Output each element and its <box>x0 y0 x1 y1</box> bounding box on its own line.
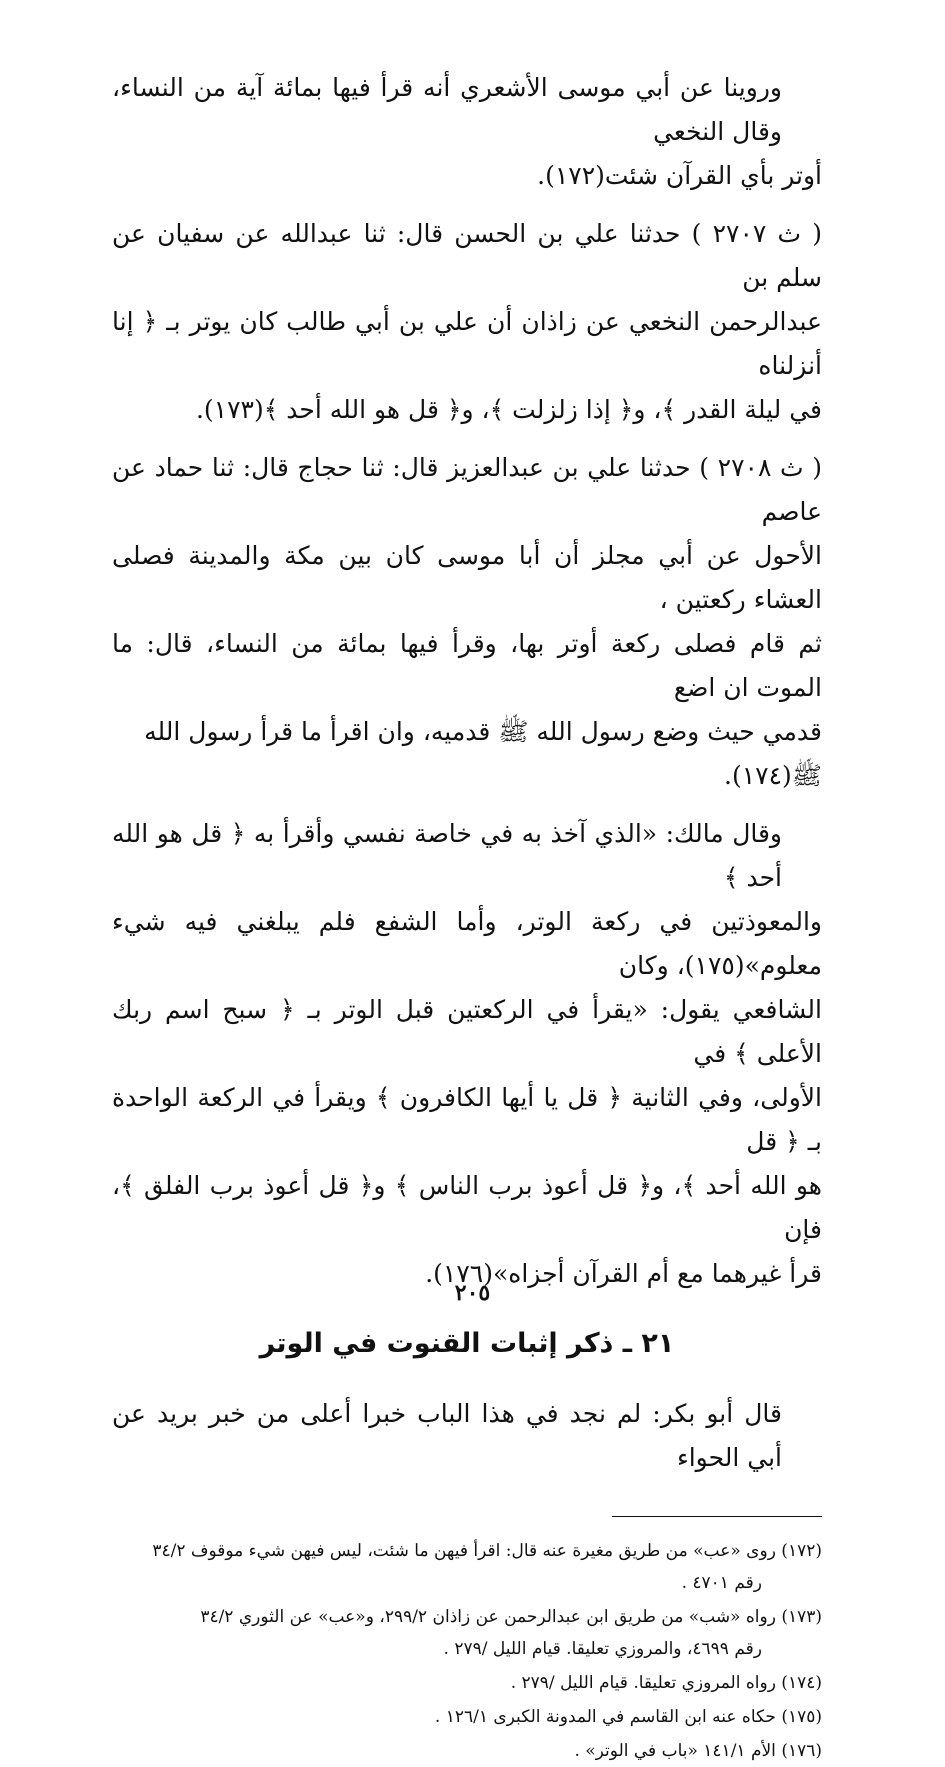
hadith-2708 <box>112 446 822 798</box>
footnote-172 <box>112 1535 822 1599</box>
section-heading: ٢١ ـ ذكر إثبات القنوت في الوتر <box>259 1328 675 1359</box>
text-line: ثم قام فصلى ركعة أوتر بها، وقرأ فيها بمائة من النساء، قال: ما الموت ان اضع <box>112 629 822 702</box>
paragraph-1 <box>112 66 822 198</box>
footnote-text: (١٧٣) رواه «شب» من طريق ابن عبدالرحمن عن زاذان ٢٩٩/٢، و«عب» عن الثوري ٣٤/٢ <box>200 1607 822 1627</box>
hadith-2707 <box>112 212 822 432</box>
footnote-continuation: رقم ٤٦٩٩، والمروزي تعليقا. قيام الليل /٢٧٩ . <box>443 1639 762 1659</box>
text-line: ﷺ(١٧٤). <box>724 761 822 790</box>
text-line: والمعوذتين في ركعة الوتر، وأما الشفع فلم يبلغني فيه شيء معلوم»(١٧٥)، وكان <box>112 907 822 980</box>
text-line: قرأ غيرهما مع أم القرآن أجزاه»(١٧٦). <box>425 1259 822 1288</box>
abu-bakr-paragraph <box>112 1392 822 1480</box>
footnote-173 <box>112 1601 822 1665</box>
text-line: عبدالرحمن النخعي عن زاذان أن علي بن أبي طالب كان يوتر بـ ﴿ إنا أنزلناه <box>112 307 822 380</box>
footnote-divider <box>612 1516 822 1517</box>
footnote-text: (١٧٢) روى «عب» من طريق مغيرة عنه قال: اقرأ فيهن ما شئت، ليس فيهن شيء موقوف ٣٤/٢ <box>152 1541 822 1561</box>
text-line: قال أبو بكر: لم نجد في هذا الباب خبرا أعلى من خبر بريد عن أبي الحواء <box>112 1399 782 1472</box>
footnote-174 <box>112 1667 822 1699</box>
page-number: ٢٠٥ <box>454 1280 491 1306</box>
text-line: الشافعي يقول: «يقرأ في الركعتين قبل الوتر بـ ﴿ سبح اسم ربك الأعلى ﴾ في <box>112 995 822 1068</box>
malik-paragraph <box>112 812 822 1296</box>
text-line: وقال مالك: «الذي آخذ به في خاصة نفسي وأقرأ به ﴿ قل هو الله أحد ﴾ <box>112 819 782 892</box>
footnote-176 <box>112 1735 822 1767</box>
text-line: وروينا عن أبي موسى الأشعري أنه قرأ فيها بمائة آية من النساء، وقال النخعي <box>112 73 782 146</box>
text-line: الأولى، وفي الثانية ﴿ قل يا أيها الكافرون ﴾ ويقرأ في الركعة الواحدة بـ ﴿ قل <box>112 1083 822 1156</box>
text-line: ( ث ٢٧٠٧ ) حدثنا علي بن الحسن قال: ثنا عبدالله عن سفيان عن سلم بن <box>112 219 822 292</box>
text-line: ( ث ٢٧٠٨ ) حدثنا علي بن عبدالعزيز قال: ثنا حجاج قال: ثنا حماد عن عاصم <box>112 453 822 526</box>
text-line: هو الله أحد ﴾، و﴿ قل أعوذ برب الناس ﴾ و﴿ قل أعوذ برب الفلق ﴾، فإن <box>112 1171 822 1244</box>
text-line: أوتر بأي القرآن شئت(١٧٢). <box>537 161 822 190</box>
footnote-175 <box>112 1701 822 1733</box>
text-line: الأحول عن أبي مجلز أن أبا موسى كان بين مكة والمدينة فصلى العشاء ركعتين ، <box>112 541 822 614</box>
footnote-text: (١٧٥) حكاه عنه ابن القاسم في المدونة الكبرى ١٢٦/١ . <box>434 1707 822 1727</box>
footnote-text: (١٧٤) رواه المروزي تعليقا. قيام الليل /٢٧٩ . <box>510 1673 822 1693</box>
footnote-text: (١٧٦) الأم ١٤١/١ «باب في الوتر» . <box>574 1741 822 1761</box>
footnotes <box>112 1535 822 1767</box>
text-line: قدمي حيث وضع رسول الله ﷺ قدميه، وان اقرأ ما قرأ رسول الله <box>144 717 822 746</box>
footnote-continuation: رقم ٤٧٠١ . <box>681 1573 762 1593</box>
text-line: في ليلة القدر ﴾، و﴿ إذا زلزلت ﴾، و﴿ قل هو الله أحد ﴾(١٧٣). <box>195 395 822 424</box>
book-page <box>112 66 822 1761</box>
